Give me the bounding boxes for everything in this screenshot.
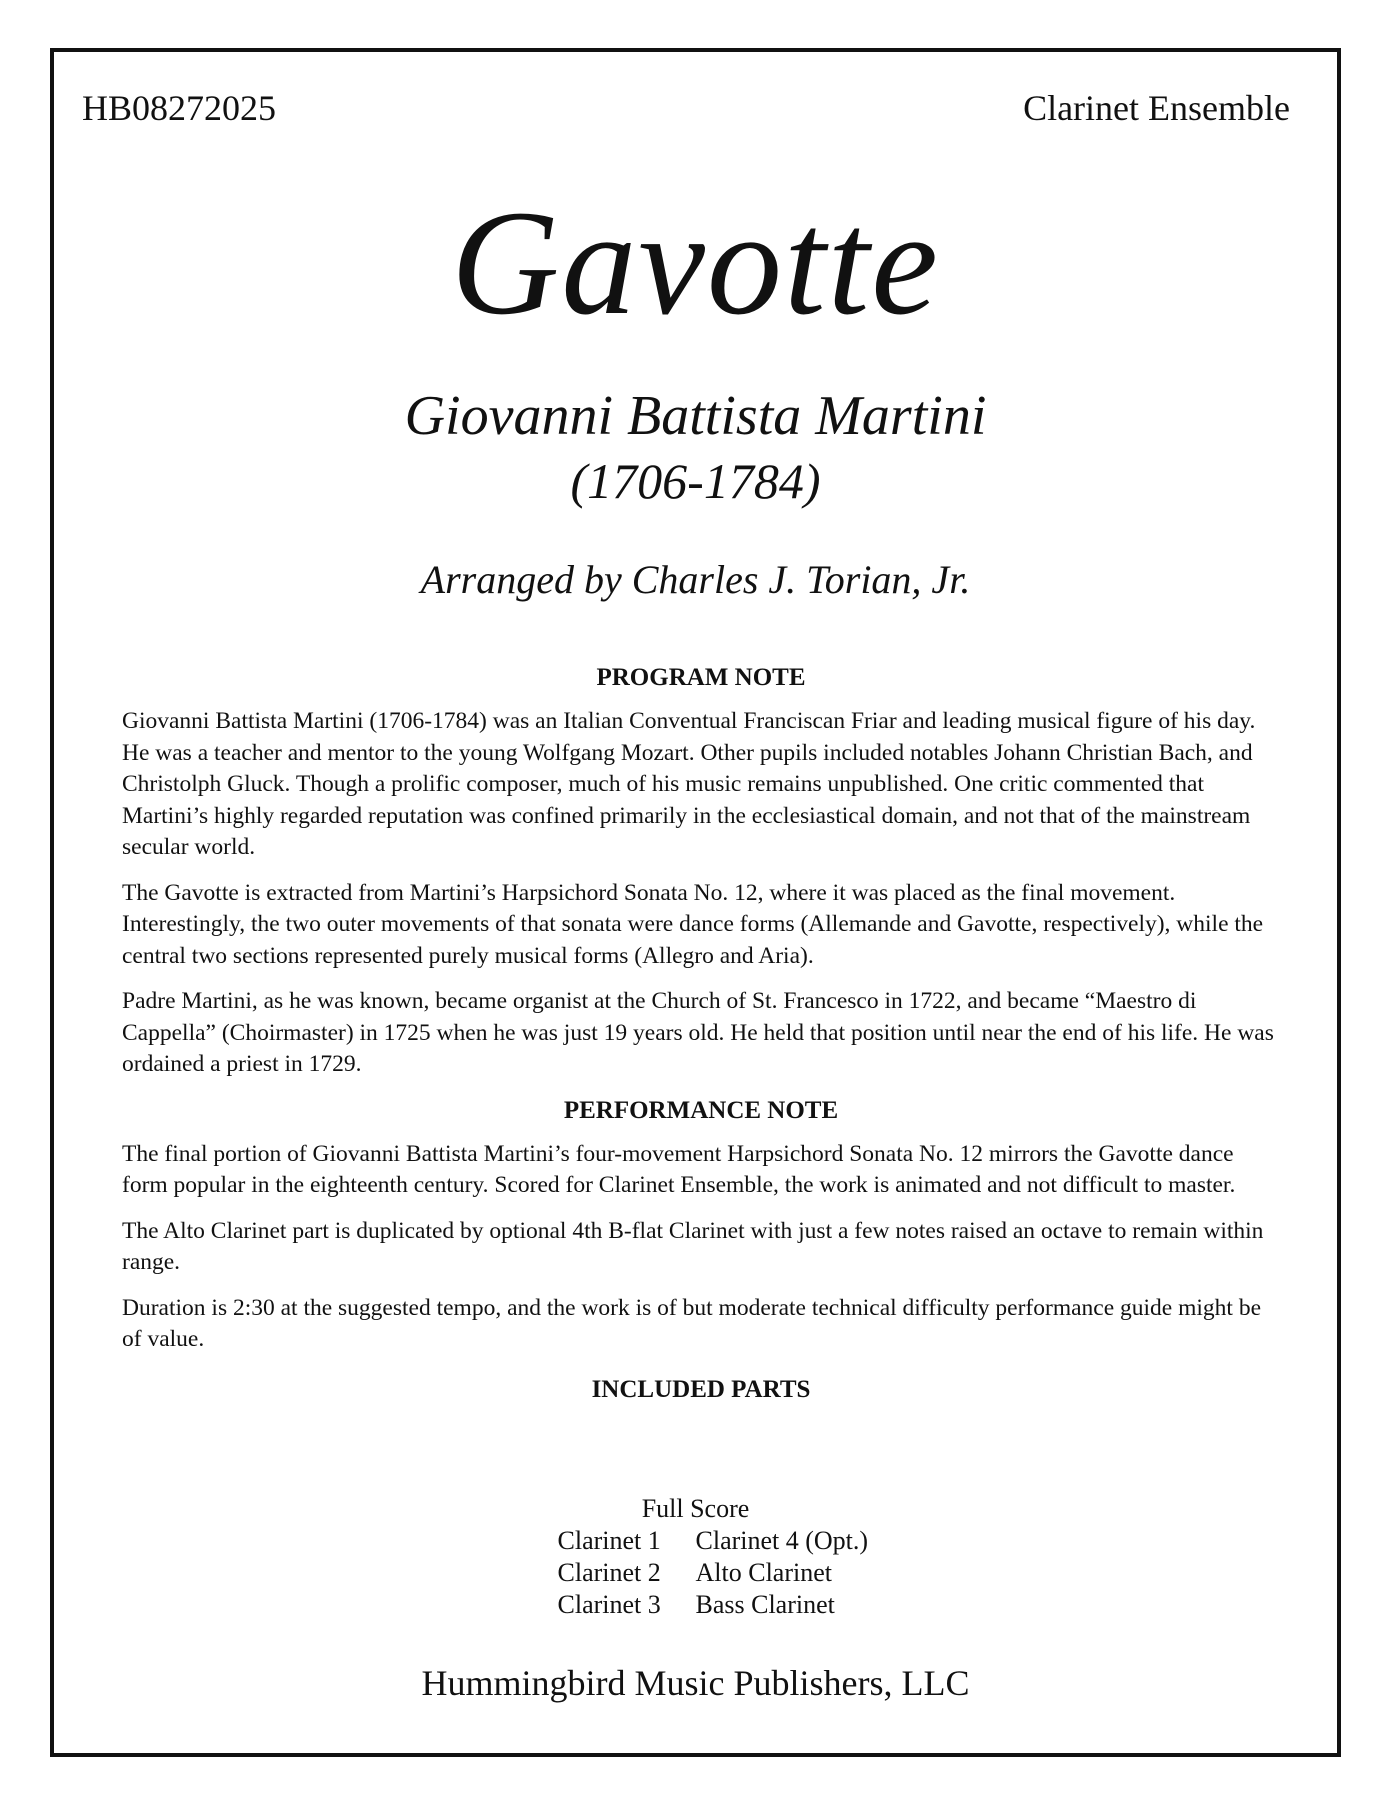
performance-note-paragraph: The final portion of Giovanni Battista Martini’s four-movement Harpsichord Sonata No. 12 mirrors the Gavotte dance form popular in the eighteenth century. Scored for Clarinet Ensemble, the work is animated and not difficult to master.	[122, 1140, 1236, 1198]
parts-full-score: Full Score	[641, 1494, 750, 1523]
part-name: Clarinet 2	[557, 1558, 661, 1587]
performance-note-heading: PERFORMANCE NOTE	[563, 1096, 839, 1124]
publisher-name: Hummingbird Music Publishers, LLC	[421, 1663, 970, 1703]
parts-row	[0, 1525, 1391, 1557]
program-note-heading: PROGRAM NOTE	[596, 664, 806, 691]
part-name: Clarinet 1	[557, 1526, 661, 1555]
part-name: Alto Clarinet	[695, 1558, 832, 1587]
arranger-credit: Arranged by Charles J. Torian, Jr.	[420, 557, 971, 602]
performance-note-paragraph: The Alto Clarinet part is duplicated by optional 4th B-flat Clarinet with just a few notes raised an octave to remain within range.	[122, 1217, 1264, 1275]
notes-body	[122, 662, 1280, 1418]
part-name: Clarinet 4 (Opt.)	[695, 1526, 869, 1555]
program-note-paragraph: Padre Martini, as he was known, became organist at the Church of St. Francesco in 1722, and became “Maestro di Cappella” (Choirmaster) in 1725 when he was just 19 years old. He held that position until near the end of his life. He was ordained a priest in 1729.	[122, 988, 1274, 1077]
composer-name: Giovanni Battista Martini	[404, 385, 987, 447]
program-note-paragraph: The Gavotte is extracted from Martini’s Harpsichord Sonata No. 12, where it was placed as the final movement. Interestingly, the two outer movements of that sonata were dance forms (Allemande and Gavotte, respectively), while the central two sections represented purely musical forms (Allegro and Aria).	[122, 879, 1264, 969]
ensemble-type: Clarinet Ensemble	[1023, 88, 1290, 128]
performance-note-paragraph: Duration is 2:30 at the suggested tempo, and the work is of but moderate technical difficulty performance guide might be of value.	[122, 1294, 1262, 1352]
piece-title: Gavotte	[451, 180, 940, 346]
included-parts-heading: INCLUDED PARTS	[591, 1375, 811, 1403]
part-name: Bass Clarinet	[695, 1590, 835, 1619]
composer-dates: (1706-1784)	[570, 453, 821, 509]
program-note-paragraph: Giovanni Battista Martini (1706-1784) was an Italian Conventual Franciscan Friar and leading musical figure of his day. He was a teacher and mentor to the young Wolfgang Mozart. Other pupils included notables Johann Christian Bach, and Christolph Gluck. Though a prolific composer, much of his music remains unpublished. One critic commented that Martini’s highly regarded reputation was confined primarily in the ecclesiastical domain, and not that of the mainstream secular world.	[122, 708, 1256, 860]
parts-list	[0, 1493, 1391, 1621]
parts-row	[0, 1589, 1391, 1621]
parts-row	[0, 1557, 1391, 1589]
part-name: Clarinet 3	[557, 1590, 661, 1619]
catalog-number: HB08272025	[82, 88, 277, 128]
